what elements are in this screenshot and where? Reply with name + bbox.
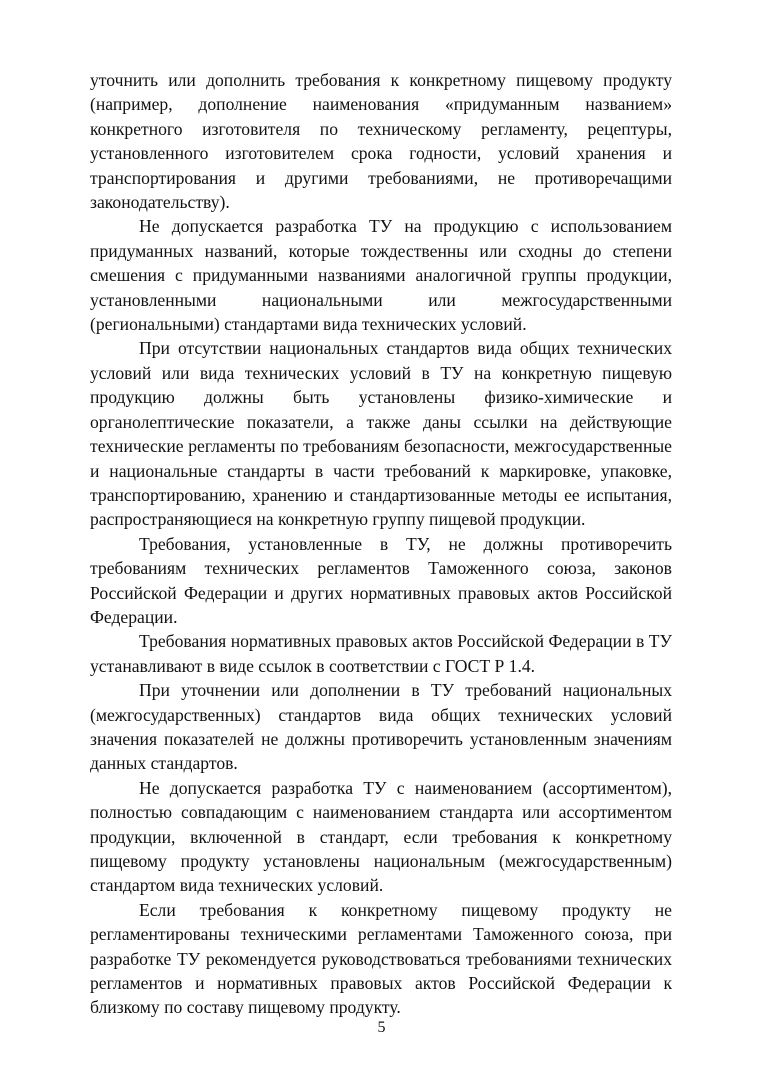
page-number: 5 (377, 1019, 386, 1036)
paragraph-continuation: уточнить или дополнить требования к конкретному пищевому продукту (например, дополнение наименования «придуманным названием» конкретного изготовителя по техническому регламенту, рецептуры, установленного изготовителем срока годности, условий хранения и транспортирования и другими требованиями, не противоречащими законодательству). (90, 70, 672, 213)
paragraph: При уточнении или дополнении в ТУ требований национальных (межгосударственных) стандартов вида общих технических условий значения показателей не должны противоречить установленным значениям данных стандартов. (90, 680, 672, 774)
paragraph: Не допускается разработка ТУ на продукцию с использованием придуманных названий, которые тождественны или сходны до степени смешения с придуманными названиями аналогичной группы продукции, установленными национальными или межгосударственными (региональными) стандартами вида технических условий. (90, 216, 672, 335)
paragraph: Требования нормативных правовых актов Российской Федерации в ТУ устанавливают в виде ссылок в соответствии с ГОСТ Р 1.4. (90, 631, 672, 676)
paragraph: Не допускается разработка ТУ с наименованием (ассортиментом), полностью совпадающим с наименованием стандарта или ассортиментом продукции, включенной в стандарт, если требования к конкретному пищевому продукту установлены национальным (межгосударственным) стандартом вида технических условий. (90, 777, 672, 896)
paragraph: При отсутствии национальных стандартов вида общих технических условий или вида технических условий в ТУ на конкретную пищевую продукцию должны быть установлены физико-химические и органолептические показатели, а также даны ссылки на действующие технические регламенты по требованиям безопасности, межгосударственные и национальные стандарты в части требований к маркировке, упаковке, транспортированию, хранению и стандартизованные методы ее испытания, распространяющиеся на конкретную группу пищевой продукции. (90, 338, 672, 530)
paragraph: Требования, установленные в ТУ, не должны противоречить требованиям технических регламентов Таможенного союза, законов Российской Федерации и других нормативных правовых актов Российской Федерации. (90, 533, 672, 627)
paragraph: Если требования к конкретному пищевому продукту не регламентированы техническими регламентами Таможенного союза, при разработке ТУ рекомендуется руководствоваться требованиями технических регламентов и нормативных правовых актов Российской Федерации к близкому по составу пищевому продукту. (90, 899, 672, 1018)
body-text (90, 68, 672, 1020)
